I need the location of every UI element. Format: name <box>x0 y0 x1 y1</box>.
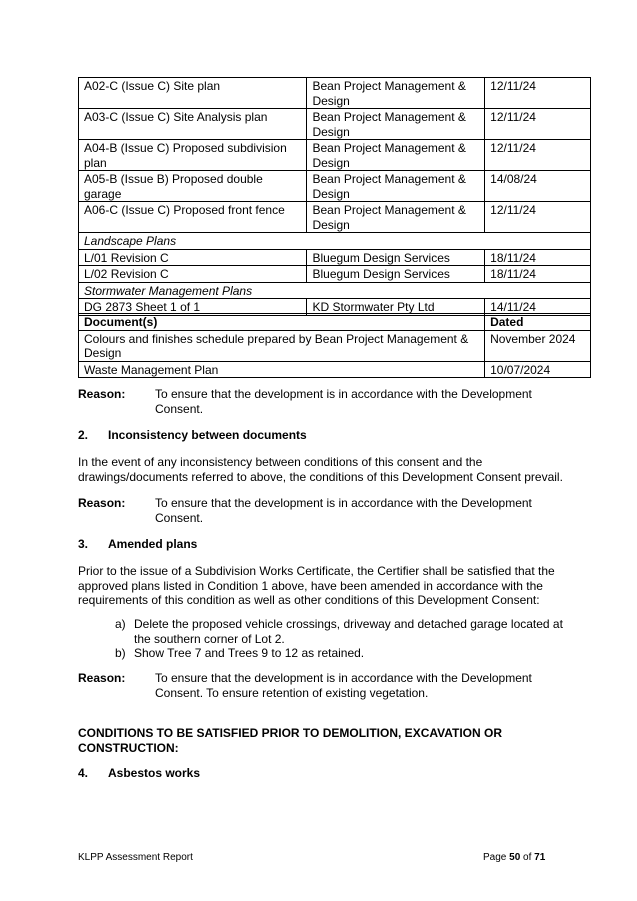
list-item-text: Delete the proposed vehicle crossings, driveway and detached garage located at the southern corner of Lot 2. <box>134 617 563 646</box>
section-title: Asbestos works <box>108 766 201 780</box>
plan-prepared-by: Bluegum Design Services <box>307 249 485 266</box>
plan-reference: DG 2873 Sheet 1 of 1 <box>79 299 307 316</box>
plan-date: 12/11/24 <box>485 109 591 140</box>
section-label: Stormwater Management Plans <box>79 282 591 299</box>
plan-prepared-by: Bean Project Management & Design <box>307 140 485 171</box>
plan-date: 14/11/24 <box>485 299 591 316</box>
document-name: Waste Management Plan <box>79 361 485 378</box>
footer-page-number <box>483 852 545 864</box>
plan-reference: A03-C (Issue C) Site Analysis plan <box>79 109 307 140</box>
section-label: Landscape Plans <box>79 233 591 250</box>
amendments-list <box>115 617 575 661</box>
section-heading-3 <box>78 537 197 552</box>
plan-date: 12/11/24 <box>485 140 591 171</box>
plan-prepared-by: Bean Project Management & Design <box>307 78 485 109</box>
plan-date: 18/11/24 <box>485 266 591 283</box>
document-dated: November 2024 <box>485 330 591 361</box>
section-title: Amended plans <box>108 537 198 551</box>
section-heading-4 <box>78 766 200 781</box>
section-2-paragraph: In the event of any inconsistency between conditions of this consent and the drawings/documents referred to above, the conditions of this Development Consent prevail. <box>78 455 563 484</box>
reason-text: To ensure that the development is in accordance with the Development Consent. <box>155 496 532 525</box>
page-label: Page <box>483 852 510 863</box>
section-number: 2. <box>78 428 89 442</box>
table-row <box>79 140 591 171</box>
documents-table <box>78 313 591 378</box>
plan-reference: A05-B (Issue B) Proposed double garage <box>79 171 307 202</box>
table-row <box>79 361 591 378</box>
page-total: 71 <box>534 852 546 863</box>
table-section-row <box>79 233 591 250</box>
plan-date: 18/11/24 <box>485 249 591 266</box>
plan-prepared-by: Bluegum Design Services <box>307 266 485 283</box>
list-item <box>115 646 575 661</box>
footer-report-title: KLPP Assessment Report <box>78 852 193 863</box>
header-dated: Dated <box>485 314 591 331</box>
section-heading-2 <box>78 428 307 443</box>
plans-table <box>78 77 591 316</box>
reason-text: To ensure that the development is in accordance with the Development Consent. To ensure retention of existing vegetation. <box>155 671 532 700</box>
reason-text: To ensure that the development is in accordance with the Development Consent. <box>155 387 532 416</box>
plan-reference: A06-C (Issue C) Proposed front fence <box>79 202 307 233</box>
section-number: 4. <box>78 766 89 780</box>
plan-date: 12/11/24 <box>485 202 591 233</box>
plan-prepared-by: KD Stormwater Pty Ltd <box>307 299 485 316</box>
table-row <box>79 330 591 361</box>
section-number: 3. <box>78 537 89 551</box>
reason-label: Reason: <box>78 671 126 685</box>
table-row <box>79 202 591 233</box>
conditions-heading: CONDITIONS TO BE SATISFIED PRIOR TO DEMOLITION, EXCAVATION OR CONSTRUCTION: <box>78 726 503 755</box>
plan-reference: L/02 Revision C <box>79 266 307 283</box>
list-marker: b) <box>115 646 126 660</box>
table-row <box>79 78 591 109</box>
page-of: of <box>520 852 535 863</box>
plan-prepared-by: Bean Project Management & Design <box>307 171 485 202</box>
document-name: Colours and finishes schedule prepared by Bean Project Management & Design <box>79 330 485 361</box>
plan-prepared-by: Bean Project Management & Design <box>307 109 485 140</box>
table-section-row <box>79 282 591 299</box>
plan-reference: A02-C (Issue C) Site plan <box>79 78 307 109</box>
plans-table-body <box>79 78 591 316</box>
section-title: Inconsistency between documents <box>108 428 307 442</box>
plan-reference: A04-B (Issue C) Proposed subdivision plan <box>79 140 307 171</box>
documents-table-header <box>79 314 591 331</box>
reason-label: Reason: <box>78 387 126 401</box>
list-marker: a) <box>115 617 126 631</box>
header-documents: Document(s) <box>79 314 485 331</box>
page-current: 50 <box>509 852 521 863</box>
table-row <box>79 266 591 283</box>
plan-date: 12/11/24 <box>485 78 591 109</box>
table-row <box>79 249 591 266</box>
list-item-text: Show Tree 7 and Trees 9 to 12 as retained. <box>134 646 365 660</box>
table-row <box>79 171 591 202</box>
reason-label: Reason: <box>78 496 126 510</box>
list-item <box>115 617 575 646</box>
document-dated: 10/07/2024 <box>485 361 591 378</box>
plan-date: 14/08/24 <box>485 171 591 202</box>
section-3-paragraph: Prior to the issue of a Subdivision Works Certificate, the Certifier shall be satisfied that the approved plans listed in Condition 1 above, have been amended in accordance with the requirements of this condition as well as other conditions of this Development Consent: <box>78 564 555 607</box>
plan-reference: L/01 Revision C <box>79 249 307 266</box>
plan-prepared-by: Bean Project Management & Design <box>307 202 485 233</box>
documents-table-body <box>79 314 591 378</box>
table-row <box>79 109 591 140</box>
